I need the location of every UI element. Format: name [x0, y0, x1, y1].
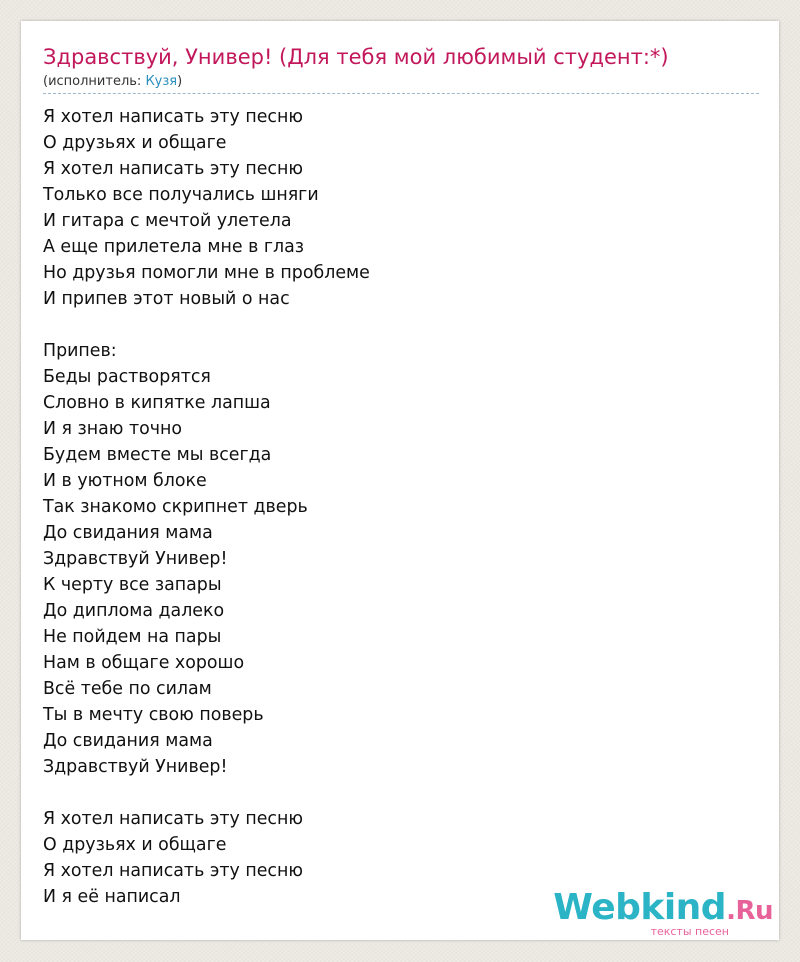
- lyrics-line: О друзьях и общаге: [43, 133, 227, 153]
- lyrics-line: Ты в мечту свою поверь: [43, 705, 264, 725]
- title-divider: [43, 93, 759, 94]
- logo-tld: .Ru: [726, 896, 773, 926]
- logo-brand: Webkind: [553, 887, 727, 928]
- lyrics-line: К черту все запары: [43, 575, 222, 595]
- lyrics-line: Беды растворятся: [43, 367, 211, 387]
- lyrics-line: И я знаю точно: [43, 419, 183, 439]
- lyrics-stanza: [43, 338, 743, 780]
- lyrics-line: О друзьях и общаге: [43, 835, 227, 855]
- lyrics-line: До свидания мама: [43, 523, 213, 543]
- artist-prefix: (исполнитель:: [43, 74, 146, 89]
- lyrics-line: Здравствуй Универ!: [43, 757, 228, 777]
- lyrics-line: Будем вместе мы всегда: [43, 445, 272, 465]
- lyrics-line: А еще прилетела мне в глаз: [43, 237, 305, 257]
- lyrics-line: Только все получались шняги: [43, 185, 319, 205]
- webkind-logo[interactable]: [553, 888, 773, 938]
- lyrics-stanza: [43, 104, 743, 312]
- logo-tagline: тексты песен: [650, 925, 729, 938]
- lyrics-line: Не пойдем на пары: [43, 627, 222, 647]
- lyrics-line: Я хотел написать эту песню: [43, 861, 303, 881]
- lyrics-line: Я хотел написать эту песню: [43, 809, 303, 829]
- lyrics-line: До диплома далеко: [43, 601, 225, 621]
- lyrics-line: И гитара с мечтой улетела: [43, 211, 292, 231]
- lyrics-line: Нам в общаге хорошо: [43, 653, 245, 673]
- lyrics-line: И я её написал: [43, 887, 181, 907]
- lyrics-line: Словно в кипятке лапша: [43, 393, 271, 413]
- lyrics-line: Здравствуй Универ!: [43, 549, 228, 569]
- artist-link[interactable]: Кузя: [145, 74, 178, 89]
- lyrics-line: И припев этот новый о нас: [43, 289, 290, 309]
- lyrics-card: [21, 21, 779, 940]
- lyrics-line: Всё тебе по силам: [43, 679, 212, 699]
- artist-suffix: ): [177, 74, 183, 89]
- lyrics-line: Я хотел написать эту песню: [43, 107, 303, 127]
- lyrics-line: Припев:: [43, 341, 117, 361]
- lyrics-line: До свидания мама: [43, 731, 213, 751]
- lyrics-line: Я хотел написать эту песню: [43, 159, 303, 179]
- song-title: Здравствуй, Универ! (Для тебя мой любимый студент:*): [43, 45, 669, 69]
- lyrics-body: [43, 104, 743, 910]
- artist-line: [43, 73, 182, 91]
- lyrics-line: Так знакомо скрипнет дверь: [43, 497, 308, 517]
- lyrics-line: И в уютном блоке: [43, 471, 207, 491]
- lyrics-line: Но друзья помогли мне в проблеме: [43, 263, 370, 283]
